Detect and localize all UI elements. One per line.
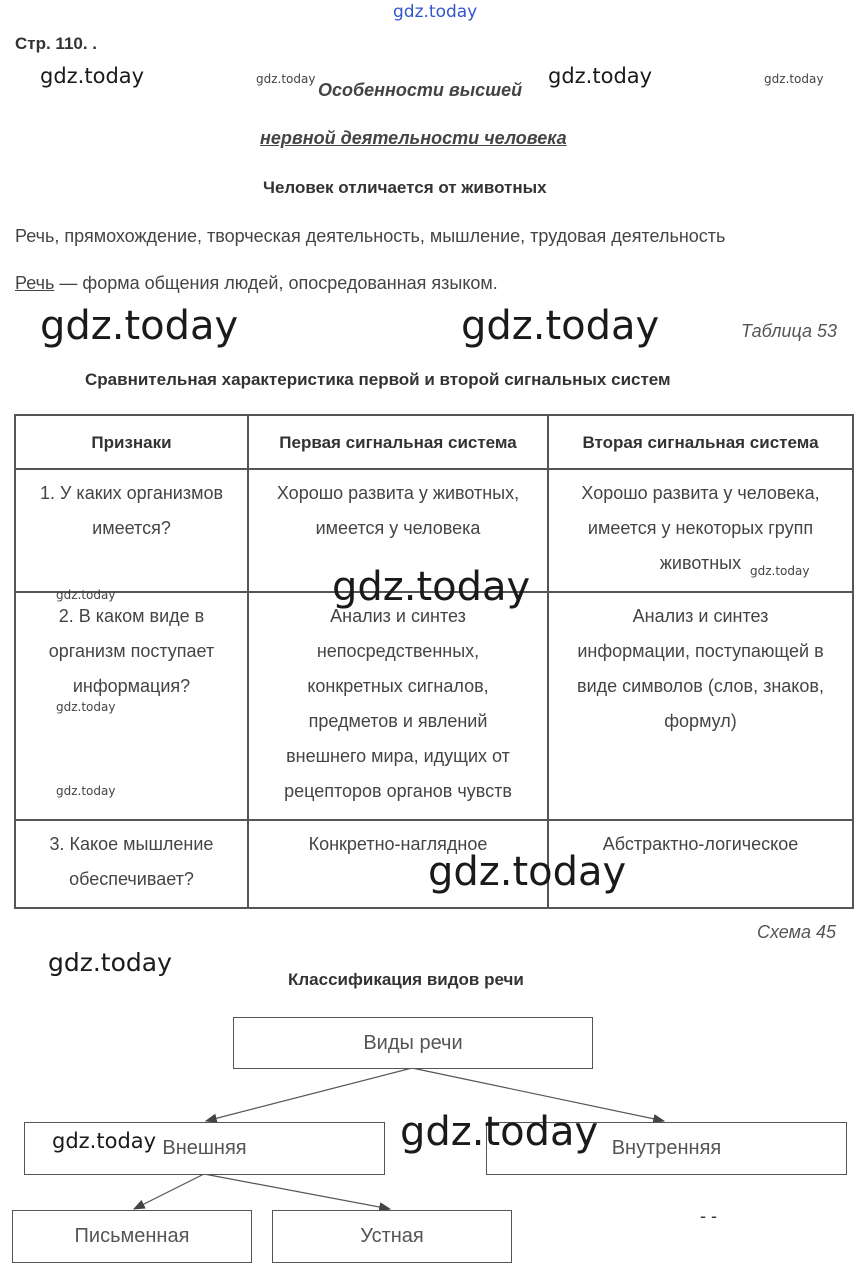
watermark: gdz.today — [52, 1129, 157, 1153]
watermark: gdz.today — [332, 564, 531, 610]
speech-definition-text: — форма общения людей, опосредованная языком. — [54, 273, 498, 293]
feature-cell: 2. В каком виде в организм поступает информация? — [15, 592, 248, 820]
diagram-oral-box: Устная — [272, 1210, 512, 1263]
watermark: gdz.today — [56, 784, 116, 798]
table-caption: Таблица 53 — [741, 321, 838, 341]
watermark: gdz.today — [548, 64, 653, 88]
header-cell: Первая сигнальная система — [248, 415, 548, 469]
watermark: gdz.today — [256, 72, 316, 86]
first-system-cell: Анализ и синтез непосредственных, конкретных сигналов, предметов и явлений внешнего мира, идущих от рецепторов органов чувств — [248, 592, 548, 820]
diagram-internal-box: Внутренняя — [486, 1122, 847, 1175]
differences-text: Речь, прямохождение, творческая деятельность, мышление, трудовая деятельность — [15, 226, 726, 246]
first-system-cell: Конкретно-наглядное — [248, 820, 548, 908]
page-number: Стр. 110. . — [15, 34, 98, 53]
watermark: gdz.today — [750, 564, 810, 578]
header-cell: Вторая сигнальная система — [548, 415, 853, 469]
watermark: gdz.today — [428, 849, 627, 895]
watermark: gdz.today — [40, 64, 145, 88]
watermark: gdz.today — [40, 303, 239, 349]
section-title-line1: Особенности высшей — [318, 80, 523, 100]
diagram-written-box: Письменная — [12, 1210, 252, 1263]
speech-term: Речь — [15, 273, 55, 293]
second-system-cell: Анализ и синтез информации, поступающей в виде символов (слов, знаков, формул) — [548, 592, 853, 820]
subheading: Человек отличается от животных — [263, 178, 547, 197]
watermark: gdz.today — [56, 588, 116, 602]
watermark-top: gdz.today — [393, 2, 478, 22]
header-cell: Признаки — [15, 415, 248, 469]
scheme-caption: Схема 45 — [757, 922, 836, 942]
first-system-cell: Хорошо развита у животных, имеется у человека — [248, 469, 548, 592]
watermark: gdz.today — [400, 1109, 599, 1155]
feature-cell: 3. Какое мышление обеспечивает? — [15, 820, 248, 908]
second-system-cell: Хорошо развита у человека, имеется у некоторых групп животных — [548, 469, 853, 592]
watermark: gdz.today — [764, 72, 824, 86]
table-title: Сравнительная характеристика первой и второй сигнальных систем — [85, 370, 671, 389]
second-system-cell: Абстрактно-логическое — [548, 820, 853, 908]
diagram-external-box: Внешняя — [24, 1122, 385, 1175]
decorative-dots: - - — [700, 1206, 717, 1226]
watermark: gdz.today — [461, 303, 660, 349]
section-title-line2: нервной деятельности человека — [260, 128, 567, 148]
diagram-root-box: Виды речи — [233, 1017, 593, 1069]
scheme-title: Классификация видов речи — [288, 970, 524, 989]
watermark: gdz.today — [48, 948, 172, 977]
feature-cell: 1. У каких организмов имеется? — [15, 469, 248, 592]
watermark: gdz.today — [56, 700, 116, 714]
